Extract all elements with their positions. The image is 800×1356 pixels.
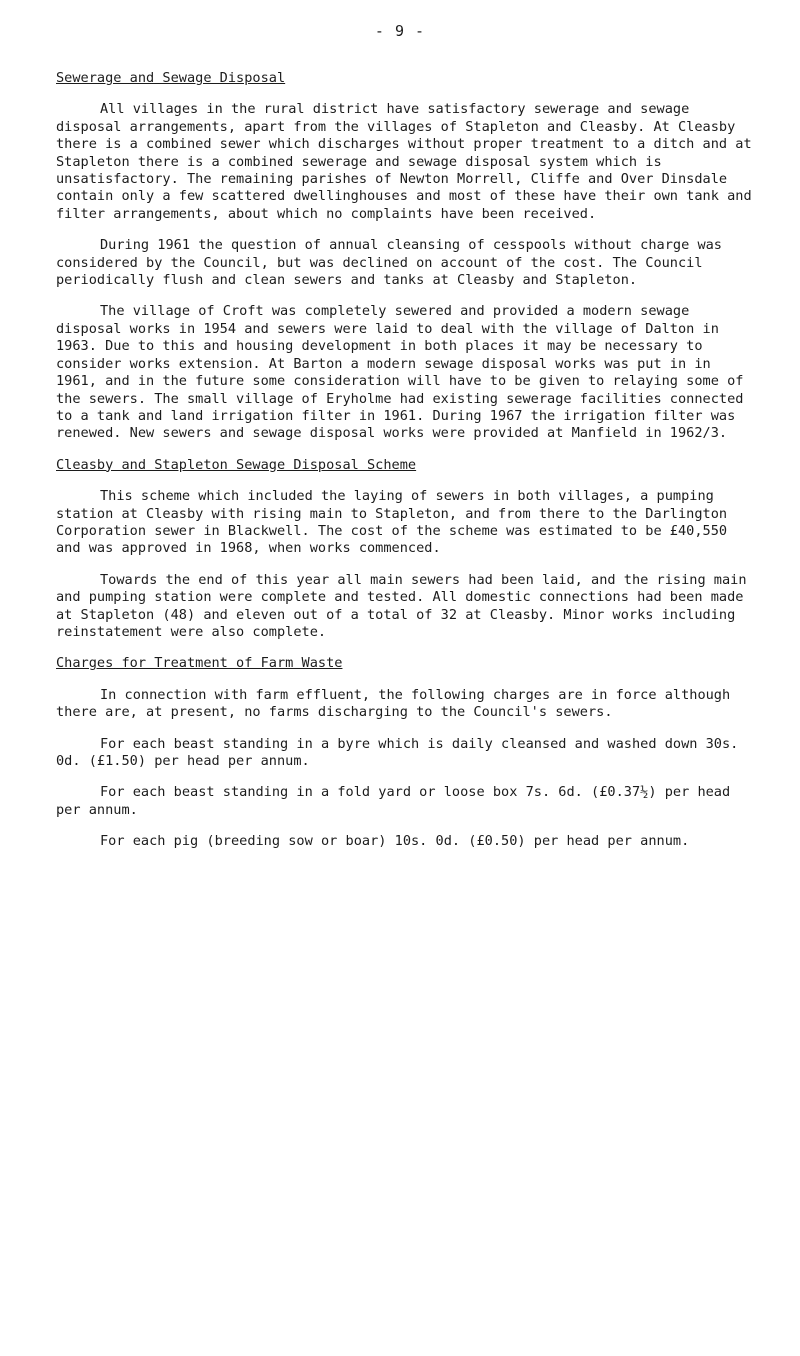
paragraph-sewerage-3: The village of Croft was completely sewered and provided a modern sewage disposal works in 1954 and sewers were laid to deal with the village of Dalton in 1963. Due to this and housing development in both places it may be necessary to consider works extension. At Barton a modern sewage disposal works was put in in 1961, and in the future some consideration will have to be given to relaying some of the sewers. The small village of Eryholme had existing sewerage facilities connected to a tank and land irrigation filter in 1961. During 1967 the irrigation filter was renewed. New sewers and sewage disposal works were provided at Manfield in 1962/3. bbox=[56, 303, 744, 442]
section-heading-cleasby-scheme: Cleasby and Stapleton Sewage Disposal Scheme bbox=[56, 456, 417, 473]
paragraph-charge-fold-yard: For each beast standing in a fold yard or loose box 7s. 6d. (£0.37½) per head per annum. bbox=[56, 784, 731, 818]
paragraph-farm-waste-intro: In connection with farm effluent, the following charges are in force although there are, at present, no farms discharging to the Council's sewers. bbox=[56, 686, 731, 721]
paragraph-cleasby-scheme-1: This scheme which included the laying of sewers in both villages, a pumping station at Cleasby with rising main to Stapleton, and from there to the Darlington Corporation sewer in Blackwell. The cost of the scheme was estimated to be £40,550 and was approved in 1968, when works commenced. bbox=[56, 488, 728, 557]
paragraph-charge-byre: For each beast standing in a byre which is daily cleansed and washed down 30s. 0d. (£1.50) per head per annum. bbox=[56, 735, 739, 769]
paragraph-sewerage-2: During 1961 the question of annual cleansing of cesspools without charge was considered by the Council, but was declined on account of the cost. The Council periodically flush and clean sewers and tanks at Cleasby and Stapleton. bbox=[56, 237, 722, 289]
section-heading-sewerage: Sewerage and Sewage Disposal bbox=[56, 70, 286, 86]
paragraph-sewerage-1: All villages in the rural district have satisfactory sewerage and sewage disposal arrangements, apart from the villages of Stapleton and Cleasby. At Cleasby there is a combined sewer which discharges without proper treatment to a ditch and at Stapleton there is a combined sewerage and sewage disposal system which is unsatisfactory. The remaining parishes of Newton Morrell, Cliffe and Over Dinsdale contain only a few scattered dwellinghouses and most of these have their own tank and filter arrangements, about which no complaints have been received. bbox=[56, 101, 752, 222]
paragraph-charge-pig: For each pig (breeding sow or boar) 10s. 0d. (£0.50) per head per annum. bbox=[100, 833, 690, 850]
section-heading-farm-waste: Charges for Treatment of Farm Waste bbox=[56, 655, 343, 672]
page-number: - 9 - bbox=[374, 22, 426, 40]
paragraph-cleasby-scheme-2: Towards the end of this year all main sewers had been laid, and the rising main and pumping station were complete and tested. All domestic connections had been made at Stapleton (48) and eleven out of a total of 32 at Cleasby. Minor works including reinstatement were also complete. bbox=[56, 571, 747, 640]
page-content bbox=[56, 70, 756, 865]
